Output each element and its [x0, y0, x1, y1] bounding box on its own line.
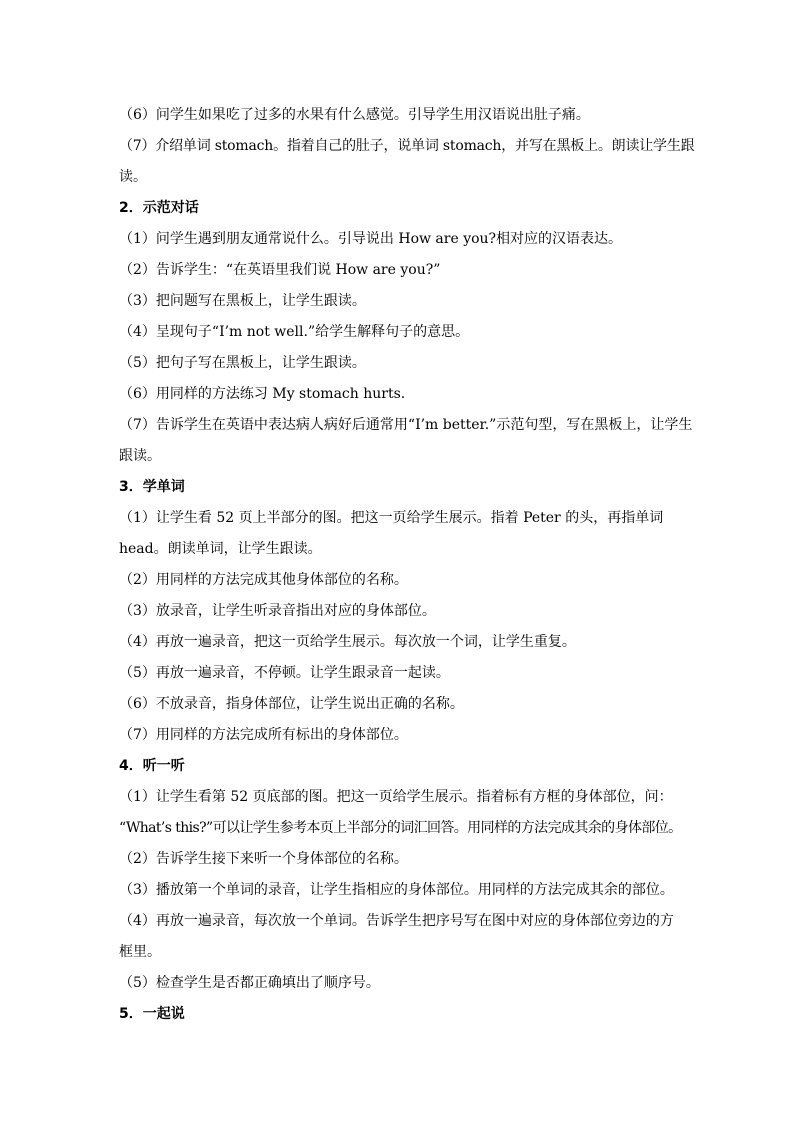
paragraph-line: （6）用同样的方法练习 My stomach hurts.: [119, 386, 406, 402]
paragraph-line: （7）用同样的方法完成所有标出的身体部位。: [119, 727, 408, 743]
document-body: [119, 100, 695, 1030]
section-heading: 3．学单词: [119, 479, 185, 495]
paragraph-line: （5）检查学生是否都正确填出了顺序号。: [119, 975, 380, 991]
paragraph-line: （6）不放录音，指身体部位，让学生说出正确的名称。: [119, 696, 464, 712]
paragraph-line: （2）用同样的方法完成其他身体部位的名称。: [119, 572, 408, 588]
paragraph-line: （6）问学生如果吃了过多的水果有什么感觉。引导学生用汉语说出肚子痛。: [119, 107, 590, 123]
paragraph-line: 框里。: [119, 944, 161, 960]
paragraph-line: （3）把问题写在黑板上，让学生跟读。: [119, 293, 366, 309]
paragraph-line: “What’s this?”可以让学生参考本页上半部分的词汇回答。用同样的方法完成其余的身体部位。: [119, 820, 682, 836]
paragraph-line: （7）告诉学生在英语中表达病人病好后通常用“I’m better.”示范句型，写在黑板上，让学生: [119, 417, 693, 433]
paragraph-line: （7）介绍单词 stomach。指着自己的肚子，说单词 stomach，并写在黑板上。朗读让学生跟: [119, 138, 695, 154]
paragraph-line: （3）播放第一个单词的录音，让学生指相应的身体部位。用同样的方法完成其余的部位。: [119, 882, 674, 898]
paragraph-line: （5）把句子写在黑板上，让学生跟读。: [119, 355, 366, 371]
paragraph-line: （1）让学生看第 52 页底部的图。把这一页给学生展示。指着标有方框的身体部位，问：: [119, 789, 673, 805]
paragraph-line: 读。: [119, 169, 147, 185]
paragraph-line: （4）再放一遍录音，把这一页给学生展示。每次放一个词，让学生重复。: [119, 634, 576, 650]
paragraph-line: （2）告诉学生接下来听一个身体部位的名称。: [119, 851, 408, 867]
section-heading: 4．听一听: [119, 758, 185, 774]
paragraph-line: 跟读。: [119, 448, 161, 464]
paragraph-line: （4）再放一遍录音，每次放一个单词。告诉学生把序号写在图中对应的身体部位旁边的方: [119, 913, 674, 929]
section-heading: 5．一起说: [119, 1006, 185, 1022]
section-heading: 2．示范对话: [119, 200, 199, 216]
paragraph-line: （4）呈现句子“I’m not well.”给学生解释句子的意思。: [119, 324, 470, 340]
paragraph-line: head。朗读单词，让学生跟读。: [119, 541, 322, 557]
paragraph-line: （2）告诉学生：“在英语里我们说 How are you?”: [119, 262, 441, 278]
paragraph-line: （1）问学生遇到朋友通常说什么。引导说出 How are you?相对应的汉语表达。: [119, 231, 623, 247]
paragraph-line: （1）让学生看 52 页上半部分的图。把这一页给学生展示。指着 Peter 的头，再指单词: [119, 510, 664, 526]
paragraph-line: （5）再放一遍录音，不停顿。让学生跟录音一起读。: [119, 665, 450, 681]
paragraph-line: （3）放录音，让学生听录音指出对应的身体部位。: [119, 603, 436, 619]
